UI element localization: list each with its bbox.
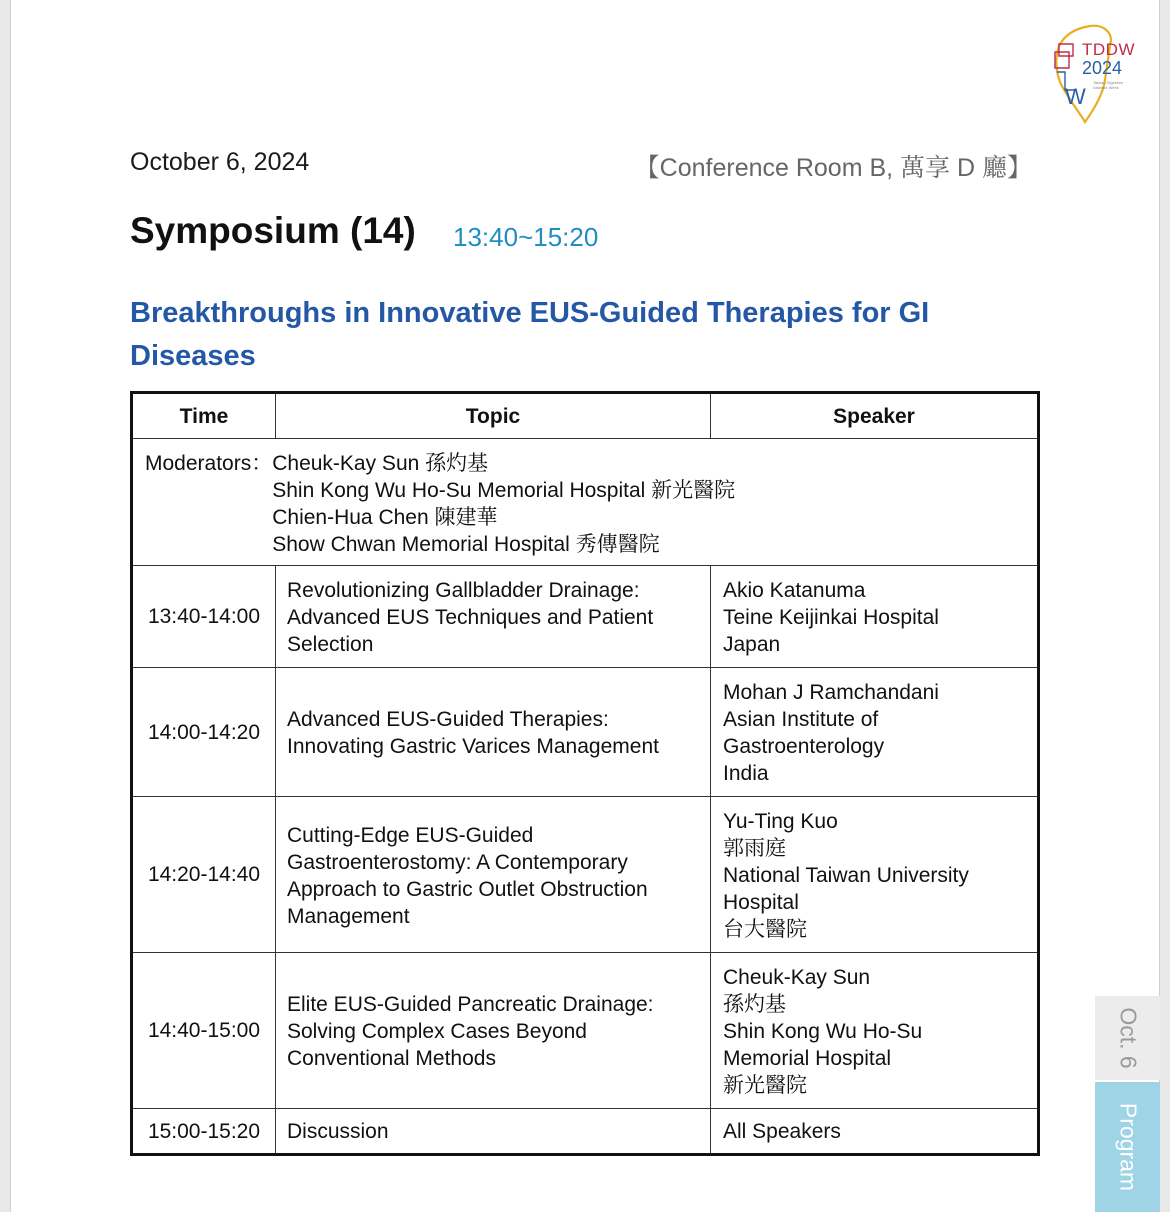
speaker-line: Cheuk-Kay Sun bbox=[723, 966, 871, 989]
topic-line: Solving Complex Cases Beyond bbox=[287, 1020, 587, 1043]
speaker-line: Asian Institute of bbox=[723, 708, 879, 731]
moderators-label: Moderators： bbox=[145, 452, 273, 475]
topic-line: Innovating Gastric Varices Management bbox=[287, 735, 659, 758]
session-date: October 6, 2024 bbox=[130, 148, 310, 176]
program-tab-label: Program bbox=[1115, 1102, 1141, 1192]
topic-line: Advanced EUS Techniques and Patient bbox=[287, 606, 654, 629]
session-name: Symposium (14) bbox=[130, 210, 416, 251]
row-topic bbox=[276, 566, 711, 668]
table-row bbox=[132, 668, 1039, 797]
tddw-logo bbox=[1045, 22, 1145, 126]
topic-line: Approach to Gastric Outlet Obstruction bbox=[287, 877, 648, 901]
moderator-line: Cheuk-Kay Sun 孫灼基 bbox=[272, 452, 489, 475]
table-header-row bbox=[132, 393, 1039, 439]
header-speaker: Speaker bbox=[711, 393, 1039, 439]
topic-line: Revolutionizing Gallbladder Drainage: bbox=[287, 579, 640, 602]
speaker-line: Hospital bbox=[723, 891, 799, 914]
speaker-line: Mohan J Ramchandani bbox=[723, 681, 939, 704]
speaker-line: Teine Keijinkai Hospital bbox=[723, 606, 939, 629]
session-title: Breakthroughs in Innovative EUS-Guided Therapies for GI Diseases bbox=[130, 297, 930, 372]
speaker-line: National Taiwan University bbox=[723, 864, 969, 887]
program-table bbox=[130, 391, 1040, 1156]
logo-year: 2024 bbox=[1082, 58, 1123, 78]
topic-line: Advanced EUS-Guided Therapies: bbox=[287, 708, 609, 731]
row-time: 15:00-15:20 bbox=[132, 1109, 276, 1155]
topic-line: Gastroenterostomy: A Contemporary bbox=[287, 850, 628, 874]
row-time: 14:20-14:40 bbox=[132, 797, 276, 953]
topic-line: Management bbox=[287, 904, 410, 928]
table-row bbox=[132, 566, 1039, 668]
speaker-line: India bbox=[723, 762, 769, 785]
row-time: 14:00-14:20 bbox=[132, 668, 276, 797]
speaker-line: All Speakers bbox=[723, 1119, 841, 1143]
row-topic bbox=[276, 1109, 711, 1155]
speaker-line: Gastroenterology bbox=[723, 735, 885, 758]
speaker-line: 台大醫院 bbox=[723, 918, 807, 941]
session-time: 13:40~15:20 bbox=[453, 222, 599, 252]
row-speaker bbox=[711, 953, 1039, 1109]
speaker-line: Shin Kong Wu Ho-Su bbox=[723, 1020, 923, 1043]
header-topic: Topic bbox=[276, 393, 711, 439]
row-topic bbox=[276, 668, 711, 797]
date-tab[interactable] bbox=[1095, 996, 1160, 1080]
logo-title: TDDW bbox=[1082, 40, 1135, 59]
moderator-line: Chien-Hua Chen 陳建華 bbox=[272, 506, 498, 529]
row-topic bbox=[276, 797, 711, 953]
date-tab-label: Oct. 6 bbox=[1115, 1007, 1141, 1069]
speaker-line: 郭雨庭 bbox=[723, 837, 786, 860]
speaker-line: Memorial Hospital bbox=[723, 1047, 892, 1070]
topic-line: Conventional Methods bbox=[287, 1047, 496, 1070]
table-row bbox=[132, 1109, 1039, 1155]
topic-line: Selection bbox=[287, 633, 374, 656]
row-speaker bbox=[711, 797, 1039, 953]
program-tab[interactable] bbox=[1095, 1082, 1160, 1212]
moderators-cell bbox=[132, 439, 1039, 566]
moderator-line: Show Chwan Memorial Hospital 秀傳醫院 bbox=[272, 533, 660, 556]
row-topic bbox=[276, 953, 711, 1109]
logo-subtitle: Taiwan Digestive Disease Week bbox=[1093, 80, 1124, 90]
speaker-line: Japan bbox=[723, 633, 781, 656]
header-time: Time bbox=[132, 393, 276, 439]
page-frame-left bbox=[0, 0, 11, 1212]
row-speaker bbox=[711, 668, 1039, 797]
topic-line: Elite EUS-Guided Pancreatic Drainage: bbox=[287, 993, 654, 1016]
topic-line: Cutting-Edge EUS-Guided bbox=[287, 823, 534, 847]
page-frame-right bbox=[1159, 0, 1170, 1212]
moderators-list bbox=[272, 450, 735, 558]
row-time: 14:40-15:00 bbox=[132, 953, 276, 1109]
row-speaker bbox=[711, 1109, 1039, 1155]
row-time: 13:40-14:00 bbox=[132, 566, 276, 668]
speaker-line: Akio Katanuma bbox=[723, 579, 866, 602]
topic-line: Discussion bbox=[287, 1119, 389, 1143]
speaker-line: 孫灼基 bbox=[723, 993, 786, 1016]
speaker-line: Yu-Ting Kuo bbox=[723, 810, 838, 833]
moderator-line: Shin Kong Wu Ho-Su Memorial Hospital 新光醫院 bbox=[272, 479, 736, 502]
moderators-row bbox=[132, 439, 1039, 566]
table-row bbox=[132, 797, 1039, 953]
table-row bbox=[132, 953, 1039, 1109]
speaker-line: 新光醫院 bbox=[723, 1074, 807, 1097]
svg-text:W: W bbox=[1065, 84, 1086, 109]
session-room: 【Conference Room B, 萬享 D 廳】 bbox=[634, 154, 1032, 182]
row-speaker bbox=[711, 566, 1039, 668]
